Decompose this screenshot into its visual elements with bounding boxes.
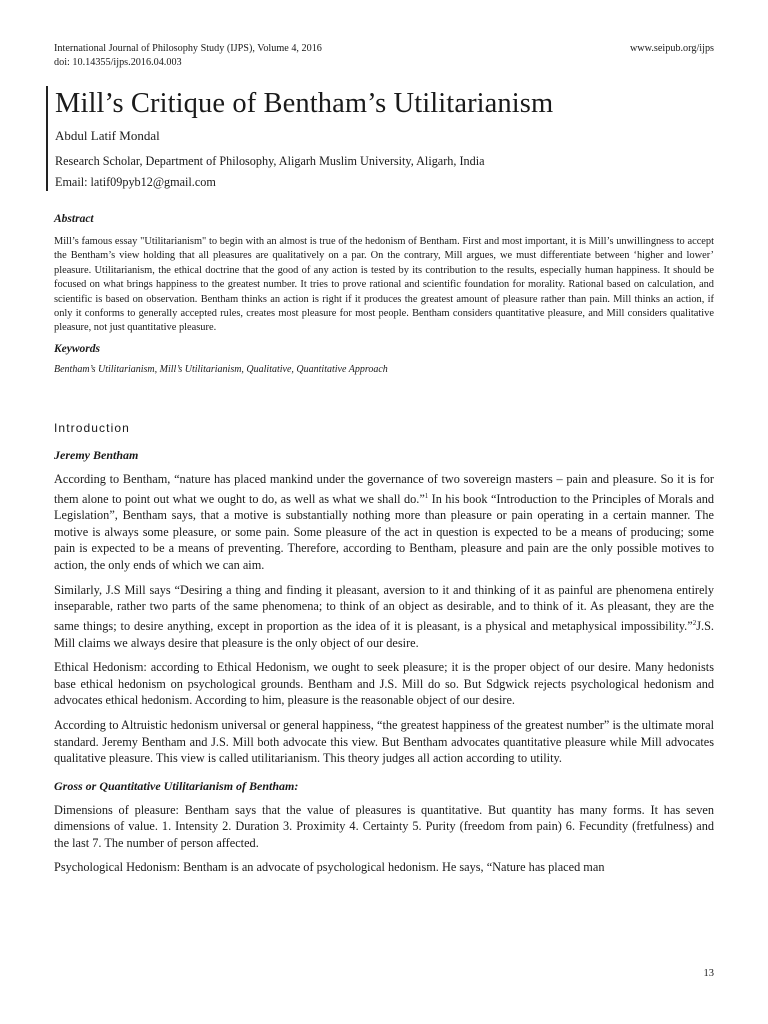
section-heading-introduction: Introduction	[54, 421, 130, 435]
abstract-text: Mill’s famous essay "Utilitarianism" to begin with an almost is true of the hedonism of Bentham. First and most important, it is Mill’s unwillingness to accept the Bentham’s view holding that all pleasures are qualitatively on a par. On the contrary, Mill argues, we must differentiate between ‘higher and lower’ pleasure. Utilitarianism, the ethical doctrine that the good of any action is tested by its contribution to the results, especially human happiness. It should be focused on what brings happiness to the greatest number. It tries to prove rational and scientific foundation for morality. Rational based on calculation, and scientific is based on observation. Bentham thinks an action is right if it produces the greatest amount of pleasure rather than pain. Mill thinks an action, if only it conforms to generally accepted rules, creates most pleasure for most people. Bentham considers quantitative pleasure, and Mill considers qualitative pleasure, not just quantitative pleasure.	[54, 236, 714, 334]
body-text	[54, 420, 714, 876]
keywords-text: Bentham’s Utilitarianism, Mill’s Utilitarianism, Qualitative, Quantitative Approach	[54, 363, 388, 375]
subheading-quantitative-utilitarianism: Gross or Quantitative Utilitarianism of Bentham:	[54, 778, 299, 793]
paragraph-6: Psychological Hedonism: Bentham is an advocate of psychological hedonism. He says, “Nature has placed man	[54, 860, 605, 875]
title-block	[46, 86, 725, 191]
paragraph-3: Ethical Hedonism: according to Ethical Hedonism, we ought to seek pleasure; it is the proper object of our desire. Many hedonists base ethical hedonism on psychological grounds. Bentham and J.S. Mill do so. But Sdgwick rejects psychological hedonism and advocates ethical hedonism. According to him, pleasure is the reasonable object of our desire.	[54, 660, 714, 708]
header-left	[54, 42, 322, 70]
paragraph-1	[54, 471, 714, 574]
abstract-heading: Abstract	[54, 213, 94, 225]
author-email: Email: latif09pyb12@gmail.com	[55, 175, 216, 189]
footnote-marker-1: 1	[424, 491, 429, 500]
paragraph-5: Dimensions of pleasure: Bentham says that the value of pleasures is quantitative. But quantity has many forms. It has seven dimensions of value. 1. Intensity 2. Duration 3. Proximity 4. Certainty 5. Purity (freedom from pain) 6. Fecundity (fretfulness) and the last 7. The number of person affected.	[54, 802, 714, 850]
paragraph-2-part-a: Similarly, J.S Mill says “Desiring a thing and finding it pleasant, aversion to it and thinking of it as painful are phenomena entirely inseparable, rather two parts of the same phenomena; to think of an object as desirable, and to think of it. As pleasant, they are the same things; to desire anything, except in proportion as the idea of it is pleasant, is a physical and metaphysical impossibility.”	[54, 582, 714, 633]
paragraph-1-part-a: According to Bentham, “nature has placed mankind under the governance of two sovereign masters – pain and pleasure. So it is for them alone to point out what we ought to do, as well as what we shall do.”	[54, 472, 714, 506]
paragraph-2	[54, 582, 714, 651]
paragraph-4: According to Altruistic hedonism universal or general happiness, “the greatest happiness of the greatest number” is the ultimate moral standard. Jeremy Bentham and J.S. Mill both advocate this view. But Bentham advocates quantitative pleasure while Mill advocates qualitative pleasure. This view is called utilitarianism. This theory judges all action according to utility.	[54, 717, 714, 766]
journal-website: www.seipub.org/ijps	[629, 43, 714, 54]
journal-line: International Journal of Philosophy Study (IJPS), Volume 4, 2016	[54, 43, 322, 54]
paragraph-1-part-b: In his book “Introduction to the Principles of Morals and Legislation”, Bentham says, that a motive is substantially nothing more than pleasure or pain operating in a certain manner. The motive is always some pleasure, or some pain. Some pleasure of the act in question is expected to be a means of producing; some pain is expected to be a means of preventing. Therefore, according to Bentham, pleasure and pain are the only possible motives to action, the only ends of which we can aim.	[54, 491, 715, 573]
author-name: Abdul Latif Mondal	[55, 128, 160, 143]
abstract-section	[54, 212, 714, 377]
paragraph-2-part-b: J.S. Mill claims we always desire that pleasure is the only object of our desire.	[54, 618, 714, 650]
paper-title: Mill’s Critique of Bentham’s Utilitarianism	[55, 88, 554, 119]
subheading-jeremy-bentham: Jeremy Bentham	[54, 448, 139, 462]
author-affiliation: Research Scholar, Department of Philosophy, Aligarh Muslim University, Aligarh, India	[55, 154, 485, 168]
footnote-marker-2: 2	[692, 618, 697, 627]
keywords-heading: Keywords	[54, 342, 100, 355]
doi-line: doi: 10.14355/ijps.2016.04.003	[54, 57, 182, 68]
page-number: 13	[703, 968, 714, 979]
